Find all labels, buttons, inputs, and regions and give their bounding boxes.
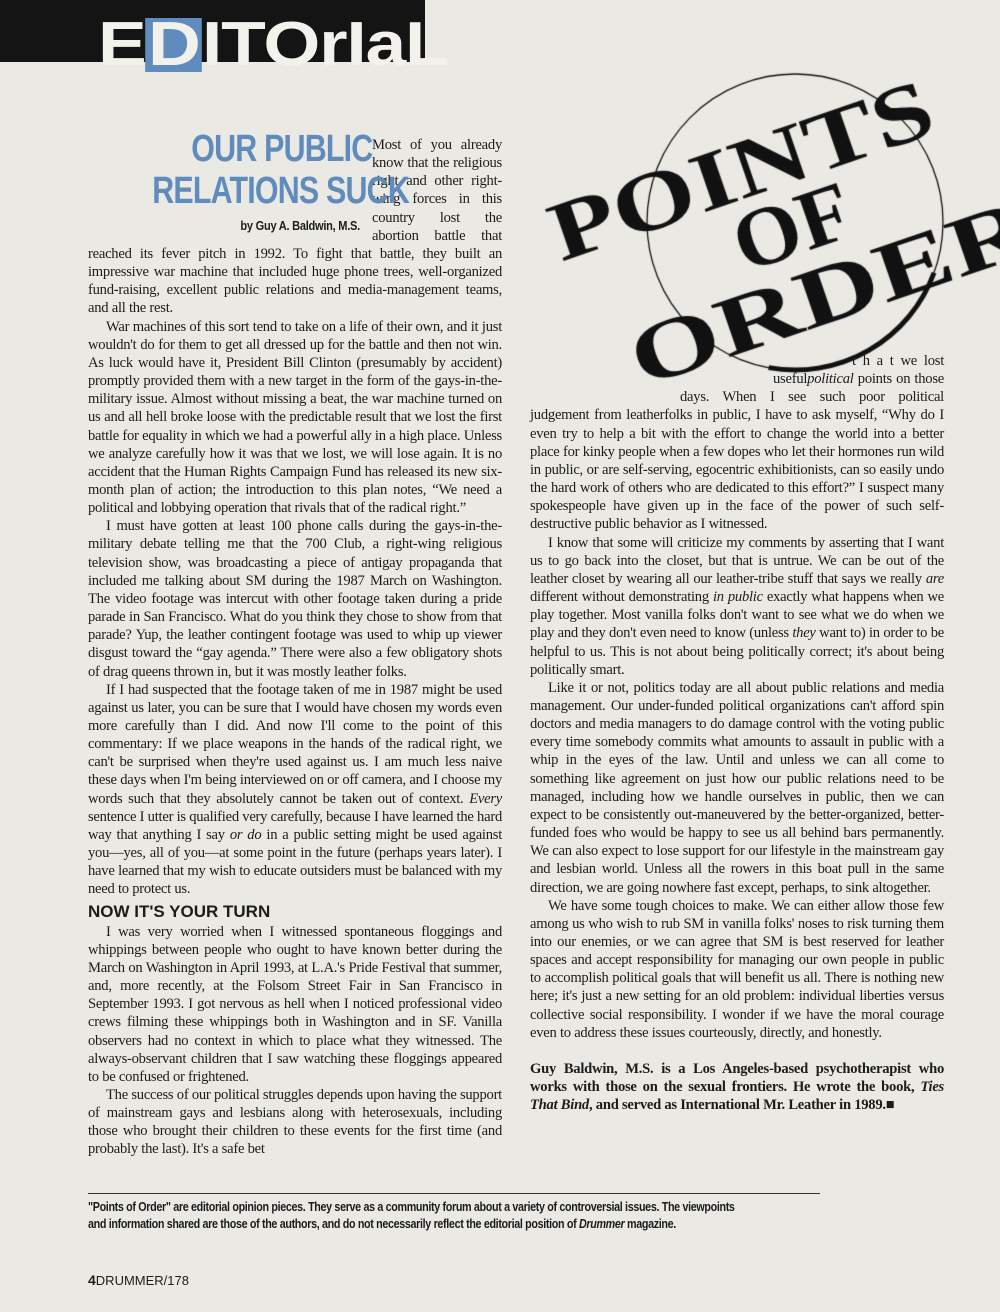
left-body-text [88,136,502,1159]
wrap-spacer [530,352,852,370]
footer-divider [88,1193,820,1194]
disclaimer-line2: and information shared are those of the authors, and do not necessarily reflect the editorial position of [88,1217,579,1231]
italic-text-run: Every [469,790,502,807]
points-of-order-logo [530,60,1000,390]
wrap-spacer [530,370,773,388]
text-run: different without demonstrating [530,589,713,606]
article-title-line2: RELATIONS SUCK [152,170,409,212]
article-heading [88,128,409,240]
italic-text-run: or do [229,826,262,843]
article-byline: by Guy A. Baldwin, M.S. [240,218,360,233]
text-run: We have some tough choices to make. We can either allow those few among us who wish to rub SM in vanilla folks' noses to risk turning them into our enemies, or we can agree that SM is best reserved for leather spaces and accept responsibility for managing our own people in public to accomplish political goals that will benefit us all. There is nothing new here; it's just a new setting for an old problem: individual liberties versus collective social responsibility. I wonder if we have the moral courage even to address these issues courteously, directly, and honestly. [530,897,944,1041]
wrap-spacer [530,388,680,406]
section-subheading: NOW IT'S YOUR TURN [88,901,271,921]
text-run: t h a t we lost useful [773,353,944,388]
text-run: The success of our political struggles depends upon having the support of mainstream gays and lesbians along with heterosexuals, including those who brought their children to these events for the first time (and probably the last). It's a safe bet [88,1086,502,1158]
section-title-rest: ITOrIaL [202,10,449,79]
text-run: want to) in order to be helpful to us. This is not about being politically correct; it's about being politically smart. [530,625,944,678]
text-run: in a public setting might be used against you—yes, all of you—at some point in the future (perhaps years later). I have learned that my wish to educate outsiders must be balanced with my need to protect us. [88,826,503,898]
text-run: points on those days. When I see such poor political judgement from leatherfolks in public, I have to ask myself, “Why do I even try to help a bit with the effort to change the world into a better place for kinky people when a few dopes who let their hormones run wild in public, or are self-serving, egocentric exhibitionists, can so easily undo the hard work of others who are dedicated to this effort?” I suspect many spokespeople have given up in the face of the power of such self-destructive public behavior as I witnessed. [530,371,944,533]
text-run: sentence I utter is qualified very carefully, because I have learned the hard way that anything I say [88,808,502,843]
author-bio [530,1060,944,1114]
italic-text-run: are [925,570,944,587]
page-number: 4 [88,1272,96,1288]
body-paragraph [530,897,944,1042]
publication-issue: DRUMMER/178 [95,1273,189,1288]
text-run: War machines of this sort tend to take on a life of their own, and it just wouldn't do for them to get all dressed up for the battle and then not win. As luck would have it, President Bill Clinton (presumably by accident) promptly provided them with a new target in the form of the gays-in-the-military issue. Almost without missing a beat, the war machine turned on us and all hell broke loose with the predictable result that we lost the first battle for equality in which we had a powerful ally in a high place. Unless we analyze carefully how it was that we lost, we will lose again. It is no accident that the Human Rights Campaign Fund has released its new six-month plan of action; the introduction to this plan notes, “We need a political and lobbying operation that rivals that of the radical right.” [88,318,502,517]
body-paragraph [88,517,502,680]
text-run: exactly what happens when we play together. Most vanilla folks don't want to see what we do when we play and they don't even need to know (unless [530,589,944,642]
text-run: Guy Baldwin, M.S. is a Los Angeles-based psychotherapist who works with those on the sexual frontiers. He wrote the book, [530,1060,944,1096]
italic-text-run: in public [712,589,763,606]
page-folio [88,1272,189,1288]
body-paragraph [88,923,502,1086]
article-right-column [530,352,944,1114]
disclaimer-magazine-name: Drummer [578,1217,625,1231]
text-run: I must have gotten at least 100 phone calls during the gays-in-the-military debate telling me that the 700 Club, a right-wing religious television show, was broadcasting a piece of antigay propaganda that included me talking about SM during the 1987 March on Washington. The video footage was intercut with other footage taken during a pride parade in San Francisco. What do you think they chose to show from that parade? Yup, the leather contingent footage was used to whip up viewer disgust toward the “gay agenda.” There were also a few obligatory shots of drag queens thrown in, but it was mostly leather folks. [88,518,502,680]
disclaimer-line2-end: magazine. [624,1217,676,1231]
italic-text-run: they [792,625,816,642]
italic-text-run: Ties That Bind [530,1079,944,1114]
body-paragraph [88,681,502,899]
text-run: I know that some will criticize my comments by asserting that I want us to go back into the closet, but that is untrue. We can be out of the leather closet by wearing all our leather-tribe stuff that says we really [530,534,944,587]
text-run: If I had suspected that the footage taken of me in 1987 might be used against us later, you can be sure that I would have chosen my words even more carefully than I did. And now I'll come to the point of this commentary: If we place weapons in the hands of the radical right, we can't be surprised when they're used against us. I am much less naive these days when I'm being interviewed on or off camera, and I choose my words such that they absolutely cannot be taken out of context. [88,681,502,807]
editorial-disclaimer [88,1199,735,1233]
text-run: , and served as International Mr. Leather in 1989.■ [588,1097,895,1114]
section-title-highlight-letter: D [146,18,202,72]
article-left-column [88,128,503,1159]
right-body-text [530,352,944,1042]
article-title-line1: OUR PUBLIC [190,128,372,170]
text-run: I was very worried when I witnessed spontaneous floggings and whippings between people who ought to have known better during the March on Washington in April 1993, at L.A.'s Pride Festival that summer, and, more recently, at the Folsom Street Fair in San Francisco in September 1993. I got nervous as hell when I noticed professional video crews filming these whippings both in Washington and in SF. Vanilla observers had no context in which to place what they witnessed. The always-observant children that I saw watching these floggings appeared to be confused or frightened. [88,923,502,1085]
body-paragraph [88,318,502,518]
body-paragraph [530,534,944,679]
text-run: Like it or not, politics today are all about public relations and media management. Our under-funded political organizations can't afford spin doctors and media managers to do damage control with the voting public every time somebody commits what amounts to assault in public with a whip in the eyes of the law. Until and unless we can all come to something like agreement on just how our public relations need to be managed, including how we handle ourselves in public, then we can expect to be consistently out-maneuvered by the better-organized, better-funded foes who would be happy to see us all behind bars permanently. We can also expect to lose support for our lifestyle in the mainstream gay and lesbian world. Unless all the rowers in this boat pull in the same direction, we are going nowhere fast except, perhaps, to sink altogether. [530,679,944,896]
body-paragraph [88,1086,502,1159]
section-title-letter: E [98,10,146,79]
section-title-editorial [98,10,449,79]
body-paragraph [530,679,944,897]
text-run: Most of you already know that the religious right and other right-wing forces in this country lost the abortion battle that reached its fever pitch in 1992. To fight that battle, they built an impressive war machine that included huge phone trees, well-organized fund-raising, excellent public relations and media-management teams, and all the rest. [88,137,502,317]
italic-text-run: political [807,371,854,388]
disclaimer-line1: "Points of Order" are editorial opinion pieces. They serve as a community forum about a variety of controversial issues. The viewpoints [88,1200,735,1214]
